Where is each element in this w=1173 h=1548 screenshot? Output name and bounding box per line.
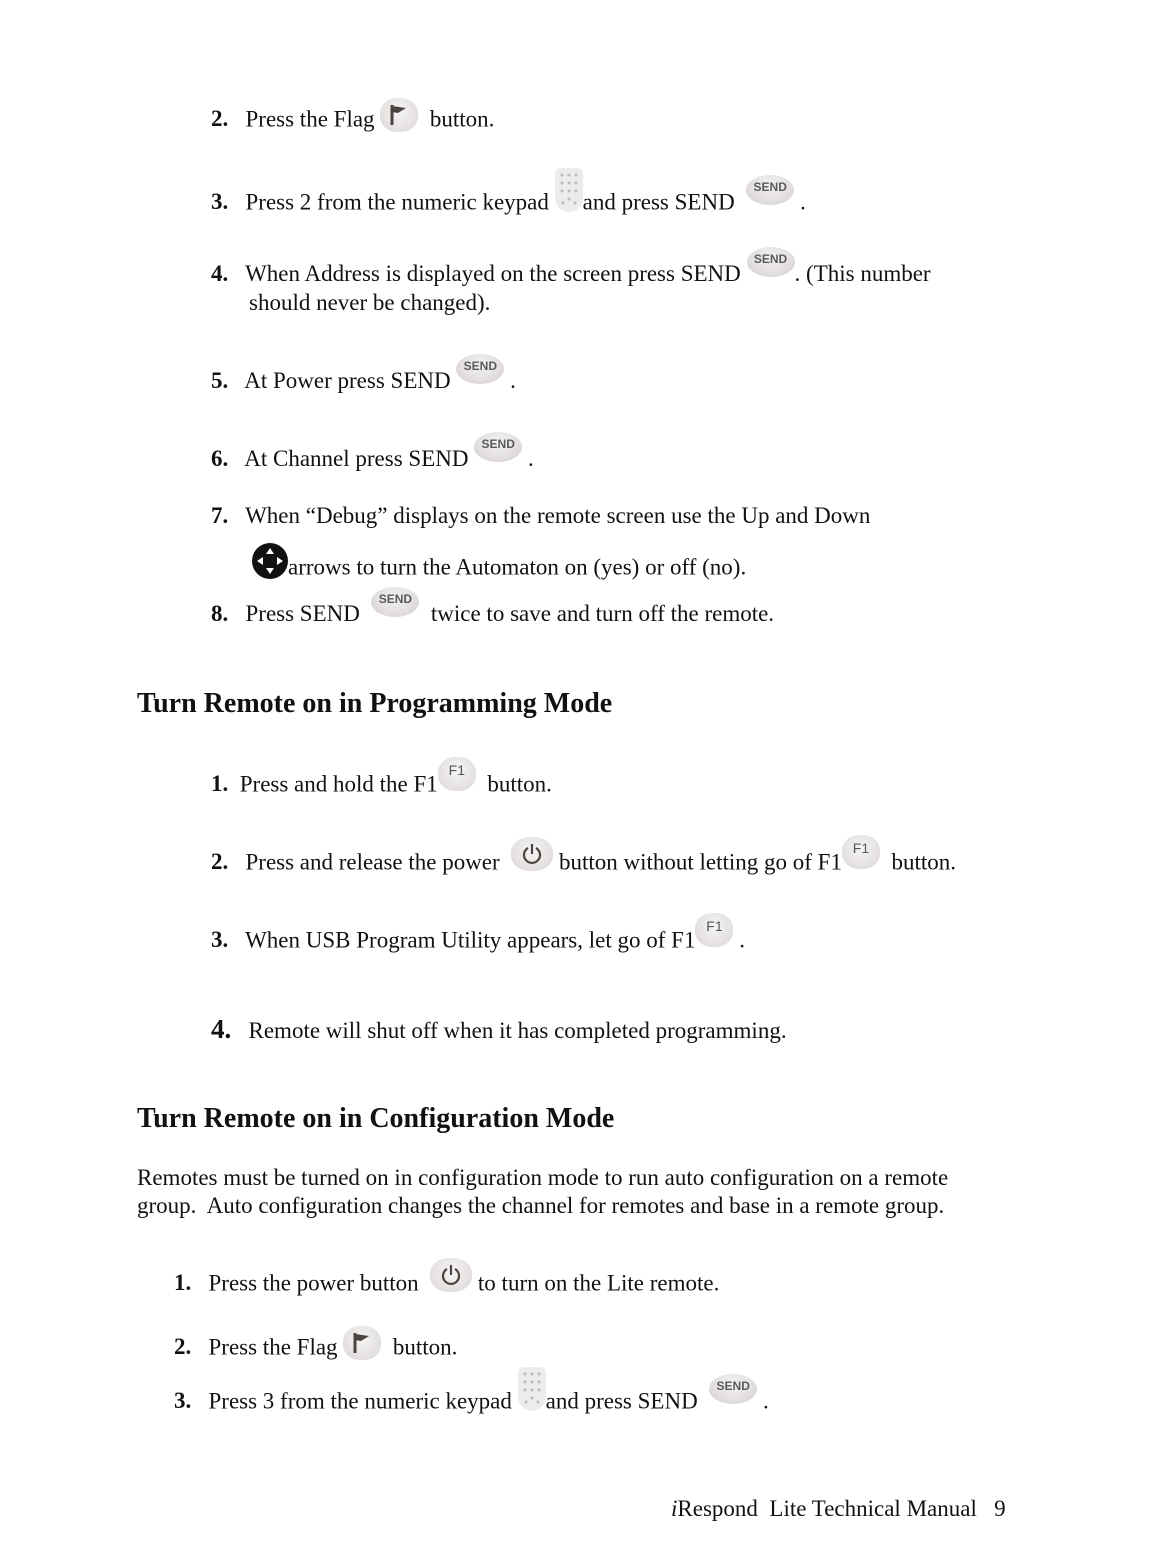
step-7-debug (211, 502, 870, 530)
config-step-2 (174, 1332, 457, 1366)
step-number: 3. (174, 1388, 192, 1414)
step-text: At Channel press SEND (244, 446, 469, 471)
step-7-line2 (252, 551, 746, 587)
step-text-after: . (527, 446, 534, 471)
step-text-mid: and press SEND (545, 1388, 698, 1414)
step-text: Press the Flag (208, 1334, 338, 1360)
step-text-after: . (799, 189, 806, 215)
step-text: Remote will shut off when it has completed programming. (248, 1018, 787, 1043)
step-text: Press and hold the F1 (239, 771, 438, 797)
configuration-description (137, 1164, 1037, 1220)
step-4-line2: should never be changed). (249, 290, 491, 315)
step-text-mid: and press SEND (582, 189, 735, 215)
step-4-address (211, 251, 931, 291)
send-icon: SEND (474, 432, 522, 462)
step-text: At Power press SEND (244, 368, 451, 393)
flag-icon (343, 1326, 381, 1360)
step-number: 6. (211, 446, 229, 471)
step-number: 4. (211, 1014, 232, 1044)
step-number: 2. (211, 849, 229, 875)
step-number: 2. (211, 106, 229, 132)
step-text: When “Debug” displays on the remote screen use the Up and Down (245, 503, 871, 528)
step-number: 3. (211, 189, 229, 215)
send-icon: SEND (746, 175, 794, 205)
prog-step-2 (211, 840, 956, 881)
step-number: 4. (211, 261, 229, 286)
step-text: Press and release the power (245, 849, 500, 875)
f1-icon: F1 (438, 757, 476, 791)
step-number: 2. (174, 1334, 192, 1360)
page-number: 9 (994, 1496, 1006, 1521)
step-number: 7. (211, 503, 229, 528)
step-5-power (211, 358, 516, 398)
step-number: 1. (174, 1270, 192, 1296)
send-icon: SEND (747, 247, 795, 277)
step-text-mid: button without letting go of F1 (558, 849, 842, 875)
paragraph-line: group. Auto configuration changes the channel for remotes and base in a remote group. (137, 1193, 945, 1218)
keypad-icon (555, 168, 583, 212)
power-icon (511, 837, 553, 871)
step-text-after: button. (392, 1334, 458, 1360)
step-text-after: button. (429, 106, 495, 132)
brand-name: Respond (677, 1496, 758, 1521)
prog-step-3 (211, 918, 745, 959)
step-number: 3. (211, 927, 229, 953)
step-text: Press 3 from the numeric keypad (208, 1388, 512, 1414)
section-heading-configuration-mode: Turn Remote on in Configuration Mode (137, 1103, 615, 1134)
f1-icon: F1 (842, 835, 880, 869)
step-text: When USB Program Utility appears, let go of F1 (245, 927, 696, 953)
step-text: When Address is displayed on the screen press SEND (245, 261, 741, 286)
step-text-after: . (739, 927, 745, 953)
step-8-send (211, 591, 775, 631)
send-icon: SEND (371, 587, 419, 617)
step-text: Press SEND (245, 601, 360, 626)
step-text: Press 2 from the numeric keypad (245, 189, 549, 215)
config-step-3 (174, 1381, 769, 1425)
send-icon: SEND (709, 1374, 757, 1404)
step-number: 5. (211, 368, 229, 393)
power-icon (430, 1258, 472, 1292)
step-text: Press the power button (208, 1270, 419, 1296)
dpad-arrows-icon (252, 543, 288, 579)
step-text-line2: arrows to turn the Automaton on (yes) or off (no). (288, 554, 747, 580)
step-3-keypad (211, 182, 806, 226)
page-footer (671, 1496, 1006, 1522)
manual-title: Lite Technical Manual (769, 1496, 977, 1521)
step-text-after: . (This number (794, 261, 931, 286)
paragraph-line: Remotes must be turned on in configuration mode to run auto configuration on a remote (137, 1165, 949, 1190)
step-text: Press the Flag (245, 106, 375, 132)
step-text-after: . (762, 1388, 769, 1414)
prog-step-1 (211, 762, 552, 803)
step-text-after: button. (487, 771, 552, 797)
prog-step-4 (211, 1015, 787, 1045)
send-icon: SEND (456, 354, 504, 384)
step-number: 1. (211, 771, 229, 797)
step-text-after: to turn on the Lite remote. (477, 1270, 720, 1296)
section-heading-programming-mode: Turn Remote on in Programming Mode (137, 688, 613, 719)
step-2-flag (211, 104, 494, 138)
f1-icon: F1 (695, 913, 733, 947)
step-text-after: . (510, 368, 516, 393)
step-number: 8. (211, 601, 229, 626)
step-text-after: twice to save and turn off the remote. (430, 601, 775, 626)
flag-icon (380, 98, 418, 132)
brand-italic-i: i (671, 1496, 678, 1521)
step-text-after: button. (891, 849, 956, 875)
config-step-1 (174, 1268, 719, 1302)
keypad-icon (518, 1367, 546, 1411)
step-6-channel (211, 436, 534, 476)
